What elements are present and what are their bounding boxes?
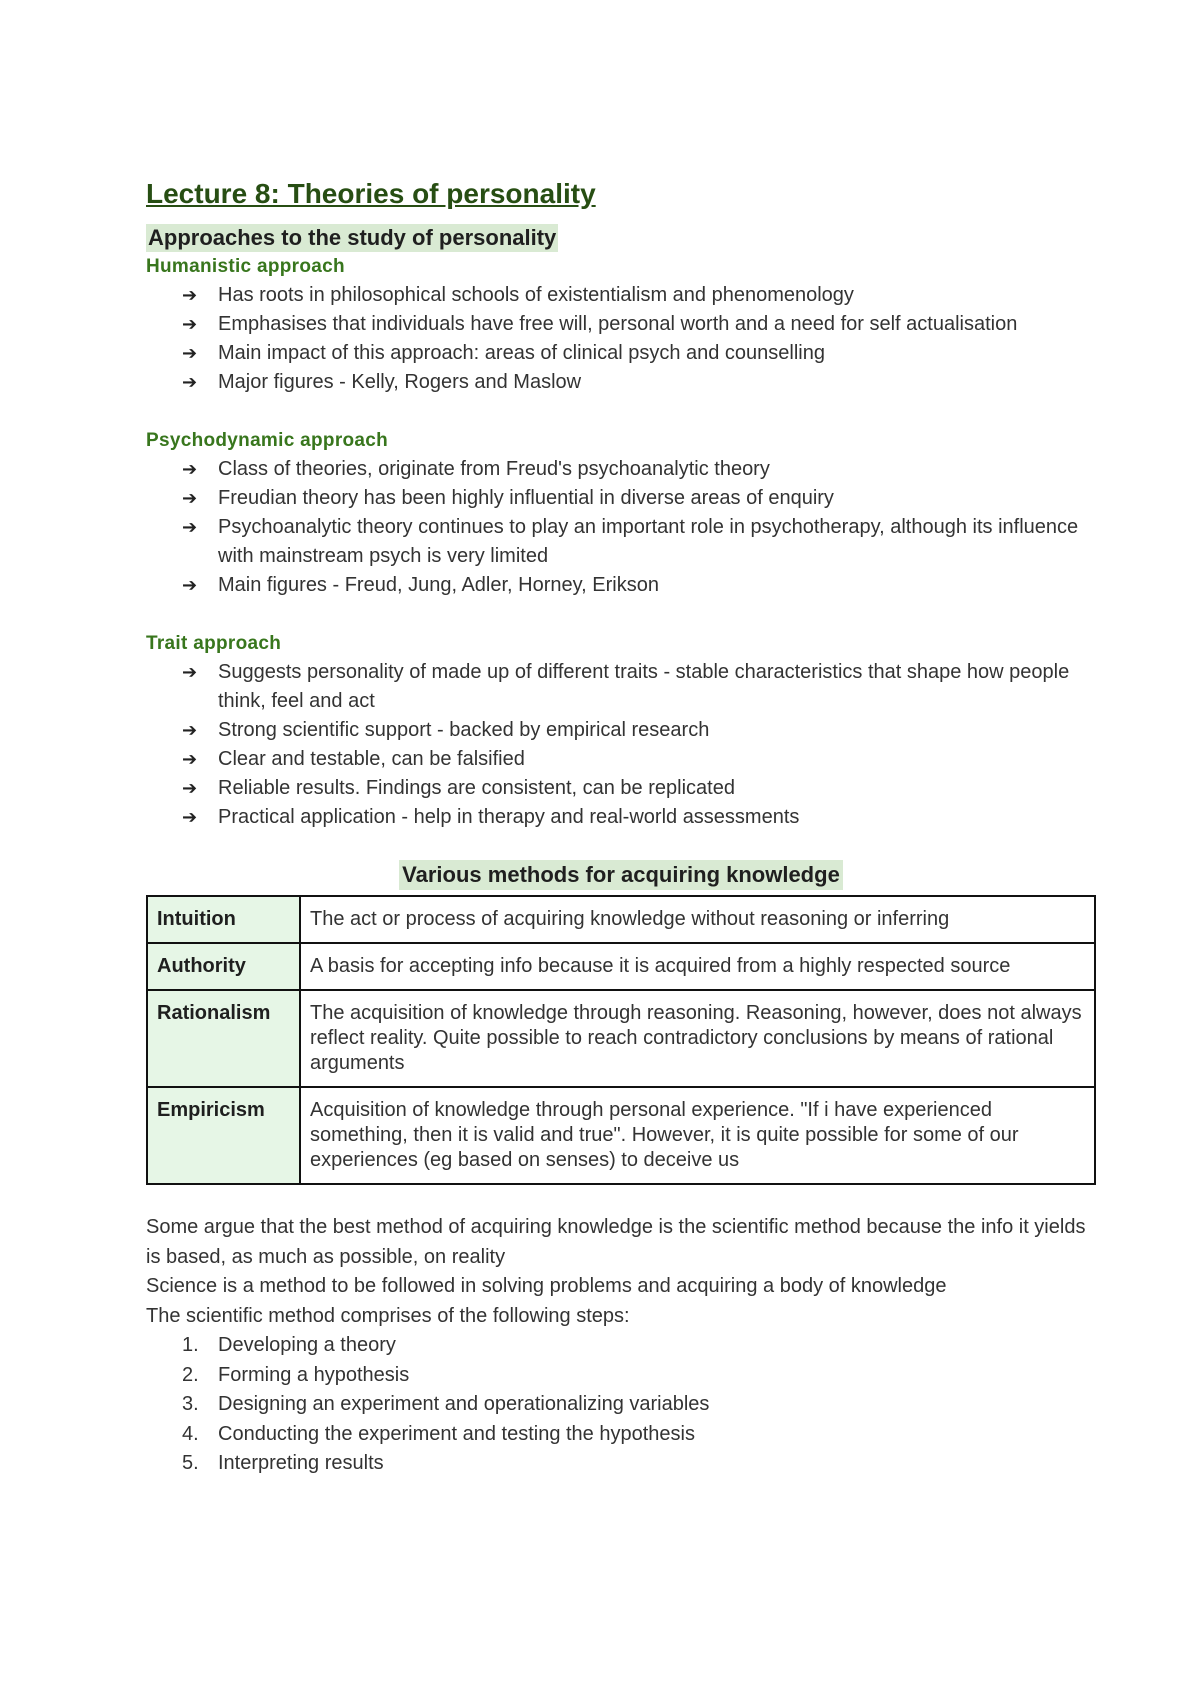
methods-table [146, 895, 1096, 1185]
bullet-list [146, 281, 1096, 397]
list-item [182, 368, 1096, 397]
arrow-bullet-icon: ➔ [182, 372, 198, 392]
arrow-bullet-icon: ➔ [182, 488, 198, 508]
list-item [182, 484, 1096, 513]
step-number: 5. [182, 1452, 199, 1474]
approach-heading: Humanistic approach [146, 256, 345, 277]
list-item [182, 455, 1096, 484]
arrow-bullet-icon: ➔ [182, 314, 198, 334]
list-item-text: Emphasises that individuals have free will, personal worth and a need for self actualisation [218, 313, 1018, 335]
table-term-cell: Rationalism [147, 990, 300, 1087]
step-number: 2. [182, 1363, 199, 1386]
approach-trait [146, 629, 1096, 832]
arrow-bullet-icon: ➔ [182, 778, 198, 798]
list-item [182, 339, 1096, 368]
step-text: Interpreting results [218, 1452, 384, 1474]
arrow-bullet-icon: ➔ [182, 459, 198, 479]
paragraph: Science is a method to be followed in solving problems and acquiring a body of knowledge [146, 1275, 947, 1297]
arrow-bullet-icon: ➔ [182, 517, 198, 537]
document-body [146, 172, 1096, 1479]
list-item [182, 716, 1096, 745]
table-term-cell: Authority [147, 943, 300, 990]
step-text: Developing a theory [218, 1334, 396, 1356]
list-item-text: Major figures - Kelly, Rogers and Maslow [218, 371, 582, 393]
arrow-bullet-icon: ➔ [182, 285, 198, 305]
step-text: Forming a hypothesis [218, 1363, 410, 1386]
bullet-list [146, 455, 1096, 600]
table-row [147, 990, 1095, 1087]
table-term-cell: Intuition [147, 896, 300, 943]
spacer [146, 1185, 1096, 1213]
arrow-bullet-icon: ➔ [182, 720, 198, 740]
table-definition-cell: Acquisition of knowledge through personal experience. "If i have experienced something, then it is valid and true". However, it is quite possible for some of our experiences (eg based on senses) to deceive us [300, 1087, 1095, 1184]
step-item [182, 1361, 1096, 1391]
step-item [182, 1390, 1096, 1420]
list-item-text: Strong scientific support - backed by empirical research [218, 719, 710, 741]
bullet-list [146, 658, 1096, 832]
list-item [182, 745, 1096, 774]
spacer [146, 397, 1096, 426]
table-caption-text: Various methods for acquiring knowledge [399, 860, 843, 890]
step-text: Designing an experiment and operationalizing variables [218, 1393, 710, 1415]
section-heading: Approaches to the study of personality [148, 225, 557, 250]
list-item [182, 281, 1096, 310]
approach-humanistic [146, 252, 1096, 397]
list-item [182, 310, 1096, 339]
approach-heading: Psychodynamic approach [146, 430, 389, 451]
list-item-text: Has roots in philosophical schools of existentialism and phenomenology [218, 284, 854, 306]
list-item [182, 513, 1096, 571]
table-definition-cell: The act or process of acquiring knowledge without reasoning or inferring [300, 896, 1095, 943]
list-item-text: Suggests personality of made up of different traits - stable characteristics that shape how people think, feel and act [218, 661, 1070, 712]
step-number: 3. [182, 1393, 199, 1415]
arrow-bullet-icon: ➔ [182, 662, 198, 682]
table-definition-cell: The acquisition of knowledge through reasoning. Reasoning, however, does not always reflect reality. Quite possible to reach contradictory conclusions by means of rational arguments [300, 990, 1095, 1087]
step-text: Conducting the experiment and testing the hypothesis [218, 1422, 695, 1445]
paragraph: The scientific method comprises of the following steps: [146, 1304, 630, 1327]
arrow-bullet-icon: ➔ [182, 807, 198, 827]
table-caption [146, 860, 1096, 893]
table-row [147, 896, 1095, 943]
list-item [182, 774, 1096, 803]
approach-psychodynamic [146, 426, 1096, 600]
spacer [146, 600, 1096, 629]
list-item-text: Main impact of this approach: areas of clinical psych and counselling [218, 342, 825, 364]
list-item [182, 803, 1096, 832]
step-item [182, 1420, 1096, 1450]
arrow-bullet-icon: ➔ [182, 343, 198, 363]
step-item [182, 1449, 1096, 1479]
table-row [147, 1087, 1095, 1184]
step-number: 4. [182, 1422, 199, 1445]
approach-heading: Trait approach [146, 633, 282, 654]
arrow-bullet-icon: ➔ [182, 575, 198, 595]
list-item-text: Psychoanalytic theory continues to play an important role in psychotherapy, although its influence with mainstream psych is very limited [218, 516, 1079, 567]
paragraph: Some argue that the best method of acquiring knowledge is the scientific method because the info it yields is based, as much as possible, on reality [146, 1216, 1086, 1268]
list-item-text: Class of theories, originate from Freud's psychoanalytic theory [218, 458, 770, 480]
list-item-text: Practical application - help in therapy and real-world assessments [218, 806, 800, 828]
step-item [182, 1331, 1096, 1361]
table-term-cell: Empiricism [147, 1087, 300, 1184]
list-item-text: Reliable results. Findings are consistent, can be replicated [218, 777, 735, 799]
list-item [182, 571, 1096, 600]
list-item-text: Clear and testable, can be falsified [218, 748, 525, 770]
list-item-text: Freudian theory has been highly influential in diverse areas of enquiry [218, 487, 834, 509]
list-item-text: Main figures - Freud, Jung, Adler, Horney, Erikson [218, 574, 659, 596]
table-definition-cell: A basis for accepting info because it is acquired from a highly respected source [300, 943, 1095, 990]
step-number: 1. [182, 1334, 199, 1356]
steps-list [146, 1331, 1096, 1479]
page-title: Lecture 8: Theories of personality [146, 178, 596, 209]
table-row [147, 943, 1095, 990]
arrow-bullet-icon: ➔ [182, 749, 198, 769]
list-item [182, 658, 1096, 716]
